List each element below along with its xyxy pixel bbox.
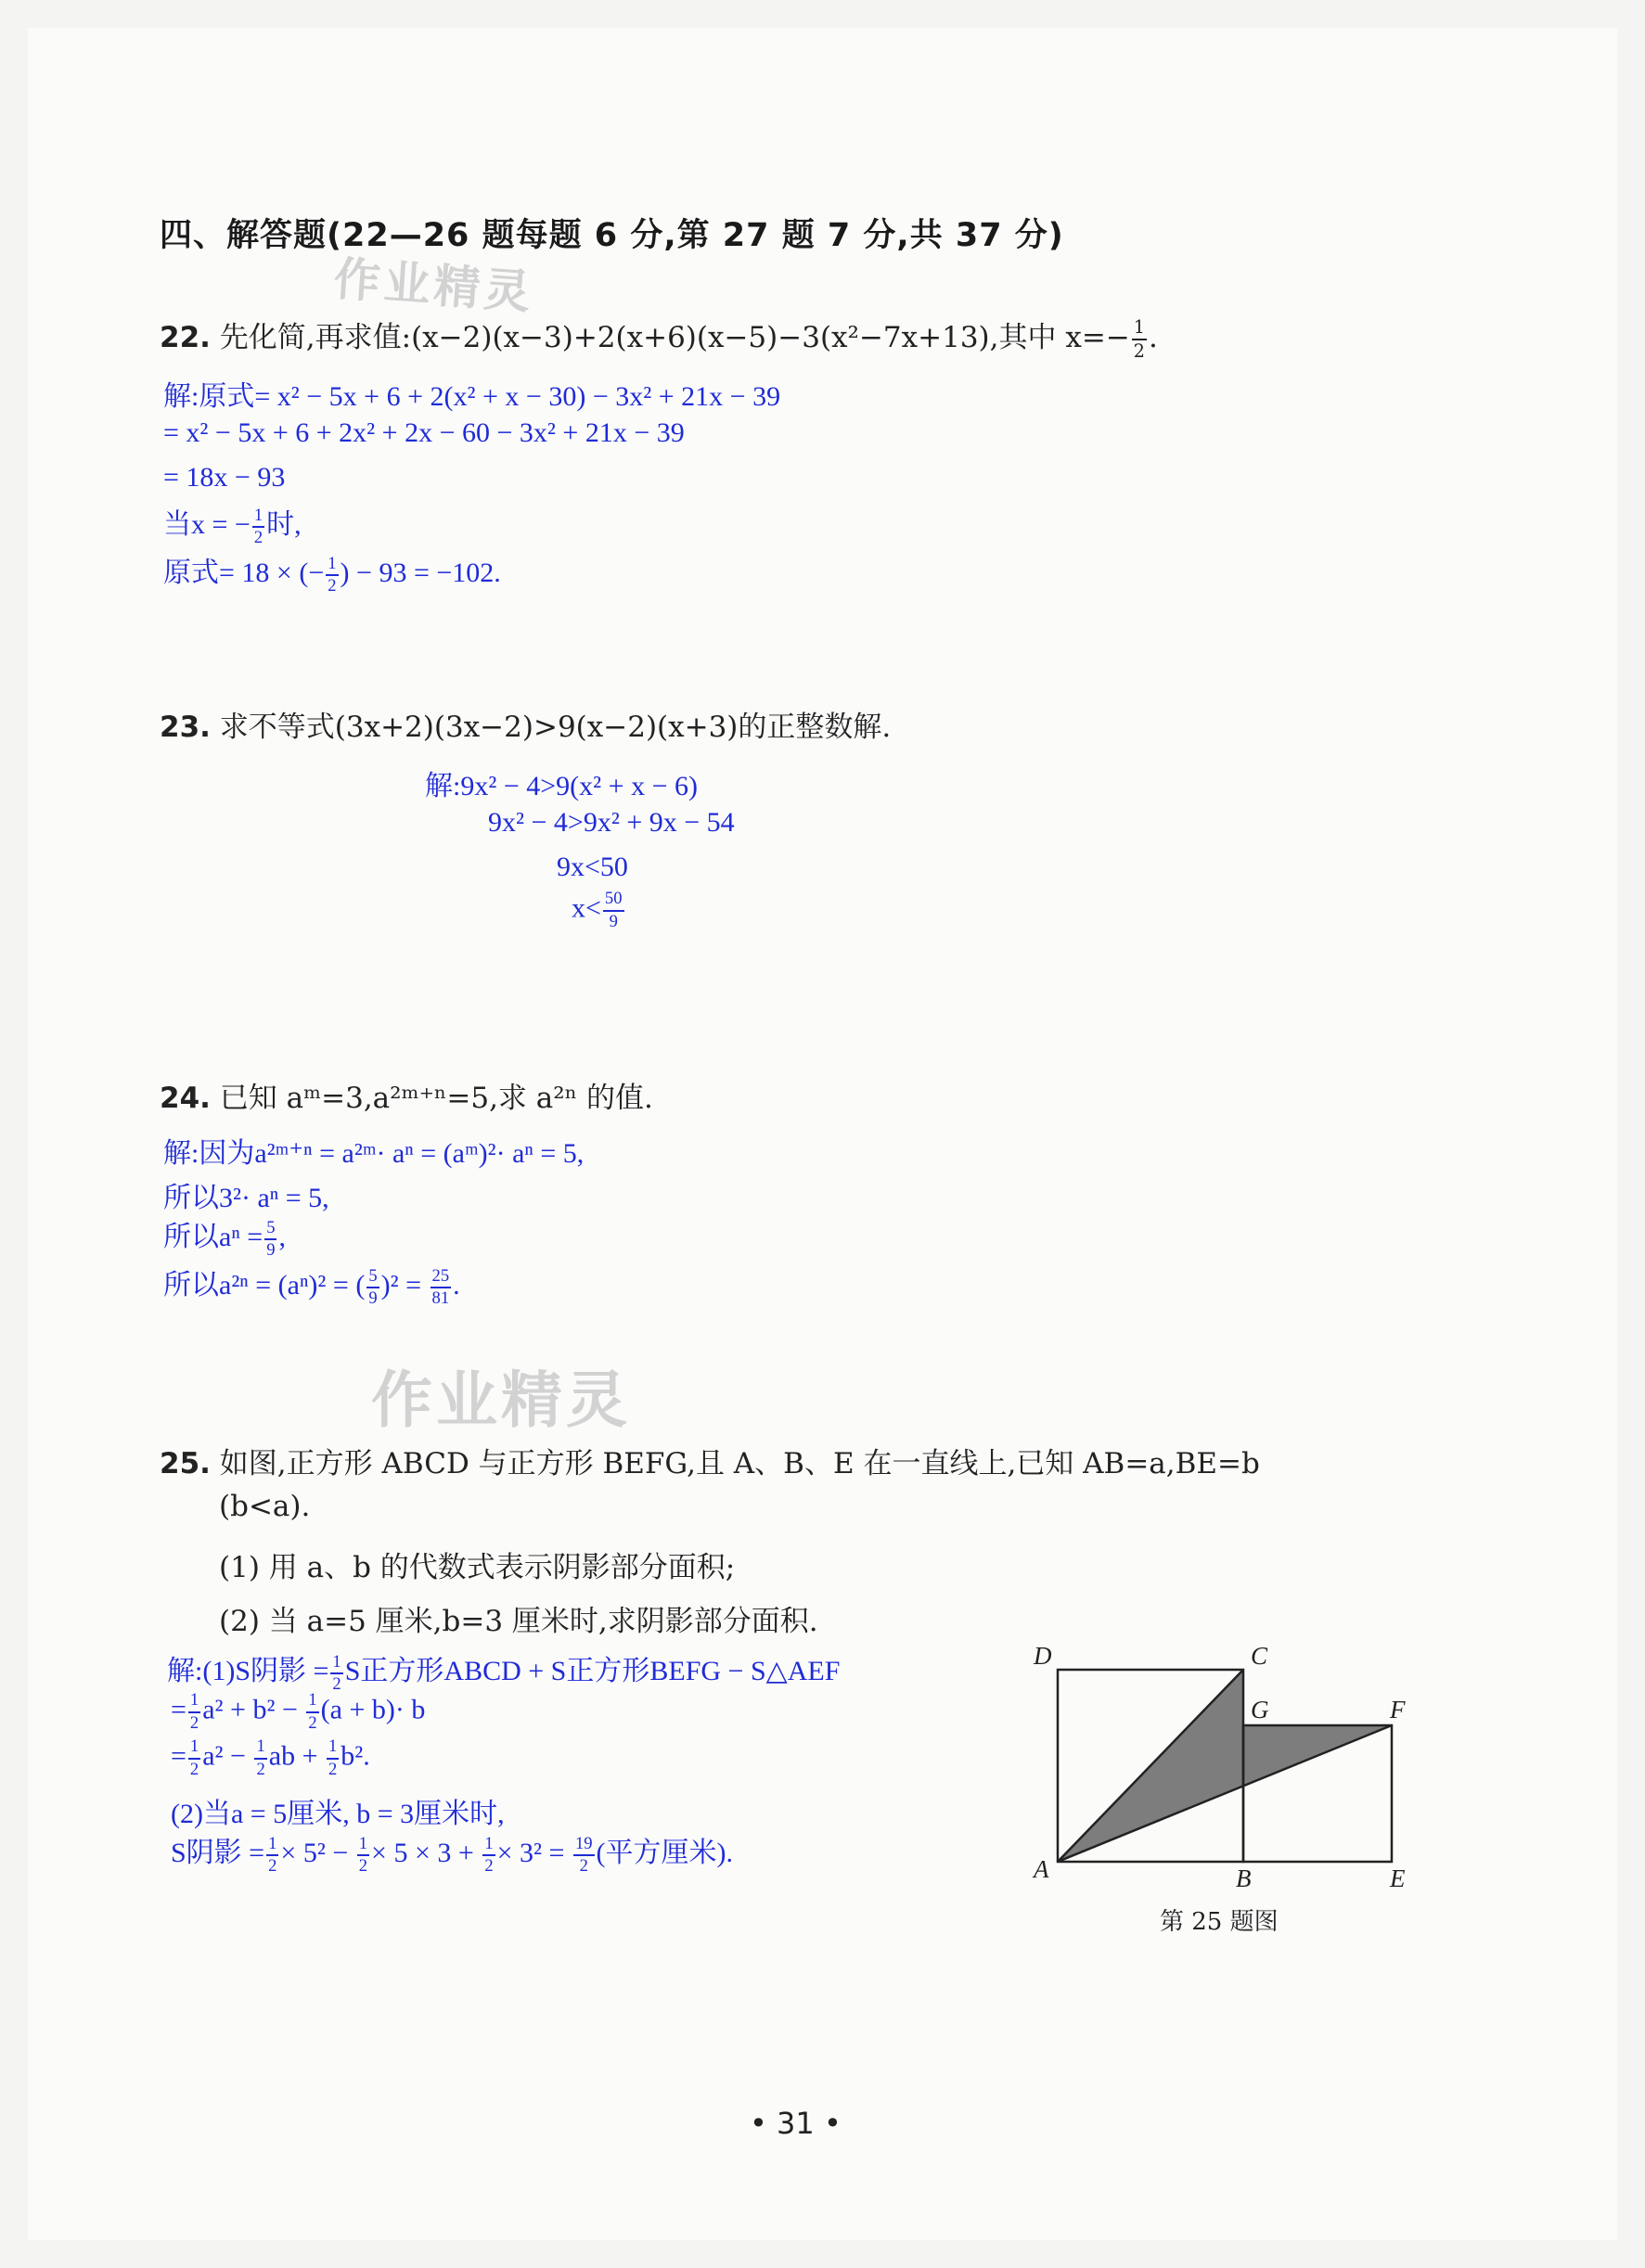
question-number: 22. [160, 321, 211, 354]
label-g: G [1251, 1696, 1269, 1723]
answer-24-line-2: 所以3²· aⁿ = 5, [163, 1183, 329, 1213]
question-24 [160, 1074, 653, 1116]
question-text: 先化简,再求值:(x−2)(x−3)+2(x+6)(x−5)−3(x²−7x+13),其中 x=− [219, 321, 1130, 354]
figure-caption: 第 25 题图 [1160, 1908, 1279, 1936]
label-b: B [1236, 1864, 1252, 1892]
answer-23-line-4: x< $\frac{50}{9}$ [572, 889, 623, 931]
question-text: 已知 aᵐ=3,a²ᵐ⁺ⁿ=5,求 a²ⁿ 的值. [219, 1082, 653, 1115]
question-text: 如图,正方形 ABCD 与正方形 BEFG,且 A、B、E 在一直线上,已知 AB=a,BE=b [219, 1447, 1260, 1480]
page-number: • 31 • [750, 2106, 842, 2141]
question-25 [160, 1440, 1260, 1481]
answer-22-line-1: 解:原式= x² − 5x + 6 + 2(x² + x − 30) − 3x² + 21x − 39 [163, 381, 781, 412]
label-f: F [1390, 1696, 1406, 1723]
question-25-part-2: (2) 当 a=5 厘米,b=3 厘米时,求阴影部分面积. [219, 1605, 818, 1638]
shaded-region [1058, 1670, 1392, 1862]
watermark: 作业精灵 [331, 251, 536, 320]
answer-25-line-5: S阴影 = $\frac{1}{2}$ × 5² − $\frac{1}{2}$ × 5 × 3 + $\frac{1}{2}$ × 3² = $\frac{19}{2}$ (平方厘米). [171, 1833, 734, 1877]
section-heading: 四、解答题(22—26 题每题 6 分,第 27 题 7 分,共 37 分) [160, 217, 1064, 254]
label-d: D [1034, 1642, 1052, 1670]
answer-24-line-4: 所以a²ⁿ = (aⁿ)² = ( $\frac{5}{9}$ )² = $\frac{25}{81}$ . [163, 1265, 460, 1309]
label-e: E [1390, 1864, 1406, 1892]
answer-25-line-4: (2)当a = 5厘米, b = 3厘米时, [171, 1799, 505, 1829]
answer-25-line-1: 解:(1)S阴影 = $\frac{1}{2}$ S正方形ABCD + S正方形BEFG − S△AEF [167, 1651, 841, 1695]
question-22: 22. 先化简,再求值:(x−2)(x−3)+2(x+6)(x−5)−3(x²−7x+13),其中 x=− $\frac{1}{2}$ . [160, 316, 1158, 362]
answer-24-line-1: 解:因为a²ᵐ⁺ⁿ = a²ᵐ· aⁿ = (aᵐ)²· aⁿ = 5, [163, 1138, 585, 1169]
fraction: $\frac{1}{2}$ [1133, 316, 1146, 362]
answer-24-line-3: 所以aⁿ = $\frac{5}{9}$ , [163, 1217, 286, 1261]
question-text: 求不等式(3x+2)(3x−2)>9(x−2)(x+3)的正整数解. [219, 711, 892, 744]
watermark: 作业精灵 [371, 1365, 631, 1436]
label-c: C [1251, 1642, 1268, 1670]
answer-25-line-3: = $\frac{1}{2}$ a² − $\frac{1}{2}$ ab + $\frac{1}{2}$ b². [171, 1736, 370, 1779]
question-23 [160, 703, 891, 745]
question-25-part-1: (1) 用 a、b 的代数式表示阴影部分面积; [219, 1551, 736, 1584]
question-number: 23. [160, 711, 211, 744]
answer-22-line-4: 当x = − $\frac{1}{2}$ 时, [163, 505, 302, 548]
label-a: A [1034, 1855, 1049, 1883]
figure-25 [1021, 1642, 1447, 1948]
answer-23-line-1: 解:9x² − 4>9(x² + x − 6) [425, 771, 698, 801]
answer-23-line-3: 9x<50 [557, 852, 628, 882]
answer-22-line-3: = 18x − 93 [163, 462, 286, 493]
question-number: 24. [160, 1082, 211, 1115]
question-number: 25. [160, 1447, 211, 1480]
answer-22-line-5: 原式= 18 × (− $\frac{1}{2}$ ) − 93 = −102. [163, 553, 501, 596]
answer-23-line-2: 9x² − 4>9x² + 9x − 54 [488, 807, 735, 838]
answer-22-line-2: = x² − 5x + 6 + 2x² + 2x − 60 − 3x² + 21x − 39 [163, 417, 685, 448]
answer-25-line-2: = $\frac{1}{2}$ a² + b² − $\frac{1}{2}$ (a + b)· b [171, 1690, 426, 1733]
question-25-text-cont: (b<a). [219, 1490, 311, 1523]
